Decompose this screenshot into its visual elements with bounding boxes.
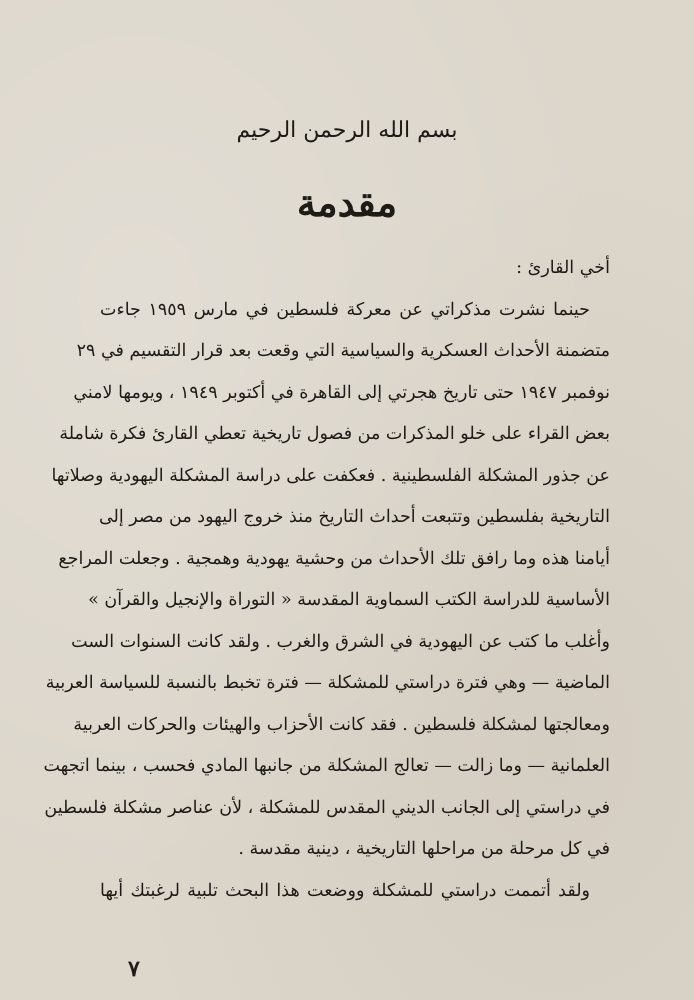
paragraph-line: ولقد أتممت دراستي للمشكلة ووضعت هذا البحث تلبية لرغبتك أيها [100, 880, 590, 901]
paragraph-line: متضمنة الأحداث العسكرية والسياسية التي وقعت بعد قرار التقسيم في ٢٩ [76, 341, 610, 361]
paragraph-line: أيامنا هذه وما رافق تلك الأحداث من وحشية يهودية وهمجية . وجعلت المراجع [58, 548, 610, 569]
body-text [43, 248, 610, 912]
paragraph-line: في دراستي إلى الجانب الديني المقدس للمشكلة ، لأن عناصر مشكلة فلسطين [44, 797, 610, 818]
paragraph-line: نوفمبر ١٩٤٧ حتى تاريخ هجرتي إلى القاهرة في أكتوبر ١٩٤٩ ، ويومها لامني [73, 382, 610, 403]
paragraph-line: الأساسية للدراسة الكتب السماوية المقدسة « التوراة والإنجيل والقرآن » [88, 590, 610, 610]
basmala-heading: بسم الله الرحمن الرحيم [236, 118, 458, 143]
paragraph-line: عن جذور المشكلة الفلسطينية . فعكفت على دراسة المشكلة اليهودية وصلاتها [51, 465, 610, 486]
paragraph-line: التاريخية بفلسطين وتتبعت أحداث التاريخ منذ خروج اليهود من مصر إلى [98, 507, 610, 527]
paragraph-line: حينما نشرت مذكراتي عن معركة فلسطين في مارس ١٩٥٩ جاءت [100, 299, 590, 320]
paragraph-line: بعض القراء على خلو المذكرات من فصول تاريخية تعطي القارئ فكرة شاملة [59, 424, 610, 444]
paragraph-line: العلمانية — وما زالت — تعالج المشكلة من جانبها المادي فحسب ، بينما اتجهت [43, 756, 610, 776]
paragraph-line: وأغلب ما كتب عن اليهودية في الشرق والغرب . ولقد كانت السنوات الست [71, 631, 610, 652]
salutation: أخي القارئ : [516, 258, 610, 278]
paragraph-line: في كل مرحلة من مراحلها التاريخية ، دينية مقدسة . [238, 839, 610, 859]
page-title: مقدمة [296, 180, 398, 225]
paragraph-line: ومعالجتها لمشكلة فلسطين . فقد كانت الأحزاب والهيئات والحركات العربية [73, 714, 610, 735]
paragraph-line: الماضية — وهي فترة دراستي للمشكلة — فترة تخبط بالنسبة للسياسة العربية [45, 673, 610, 693]
page-number: ٧ [128, 956, 140, 982]
